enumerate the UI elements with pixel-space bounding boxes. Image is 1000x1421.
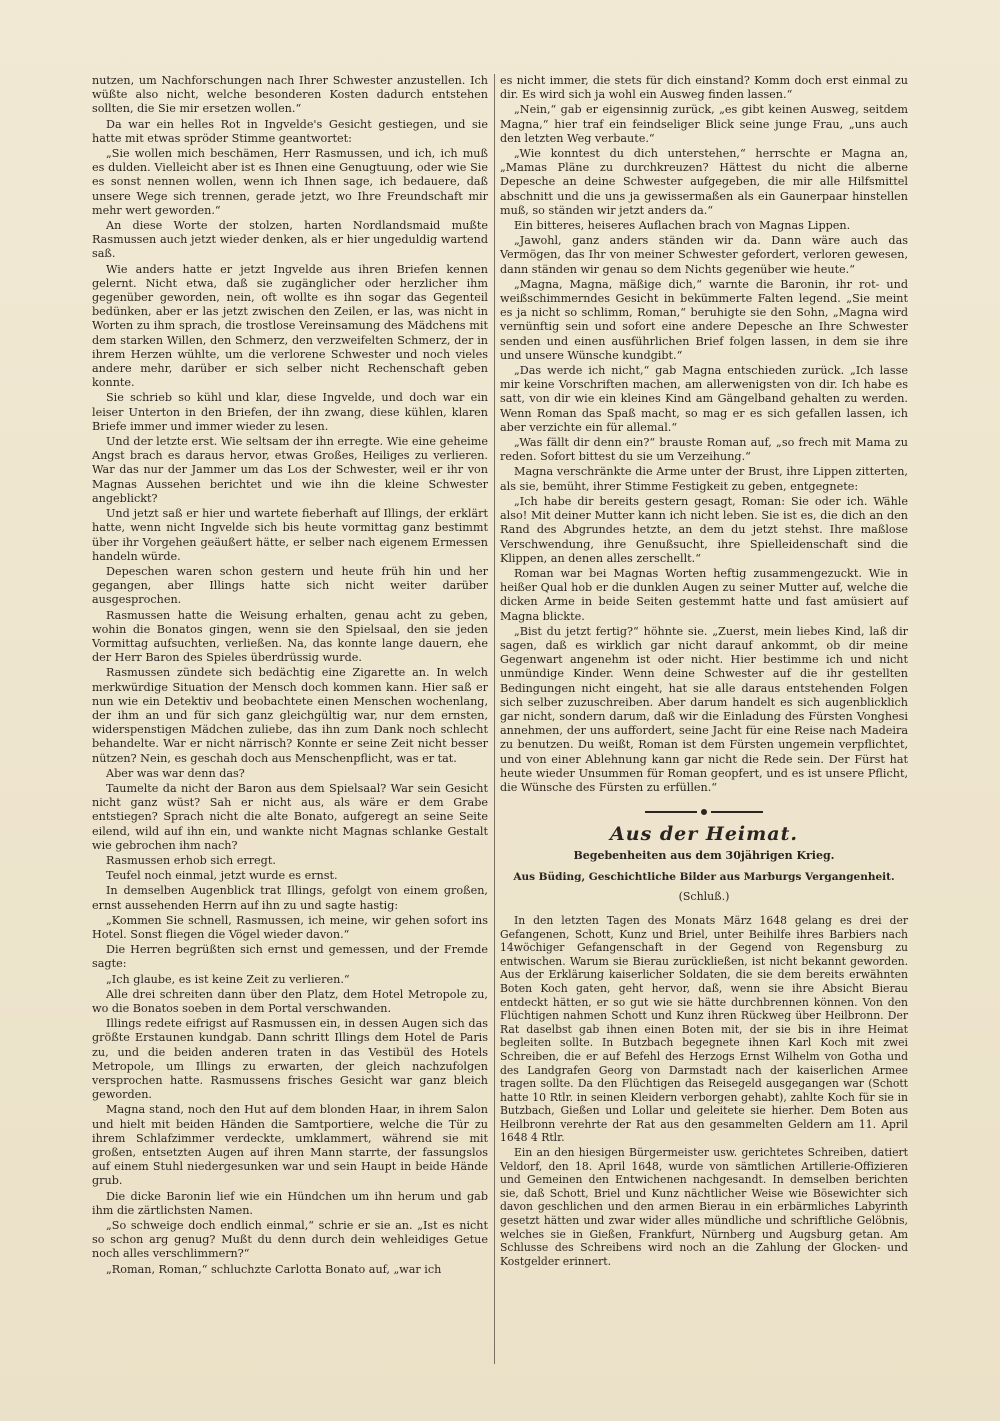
paragraph: Da war ein helles Rot in Ingvelde's Gesicht gestiegen, und sie hatte mit etwas spröder Stimme geantwortet: [92,117,488,145]
paragraph: Und der letzte erst. Wie seltsam der ihn erregte. Wie eine geheime Angst brach es daraus hervor, etwas Großes, Heiliges zu verlieren. War das nur der Jammer um das Los der Schwester, weil er ihr von Magnas Aussehen berichtet und wie ihn die kleine Schwester angeblickt? [92,435,488,505]
right-column [500,74,908,1269]
paragraph: Magna stand, noch den Hut auf dem blonden Haar, in ihrem Salon und hielt mit beiden Händen die Samtportiere, welche die Tür zu ihrem Schlafzimmer verdeckte, umklammert, während sie mit großen, entsetzten Augen auf ihren Mann starrte, der fassungslos auf einem Stuhl niedergesunken war und sein Haupt in beide Hände grub. [92,1103,488,1188]
paragraph: „Roman, Roman,“ schluchzte Carlotta Bonato auf, „war ich [106,1262,442,1276]
paragraph: Rasmussen erhob sich erregt. [106,853,276,867]
paragraph: Magna verschränkte die Arme unter der Brust, ihre Lippen zitterten, als sie, bemüht, ihrer Stimme Festigkeit zu geben, entgegnete: [500,465,908,493]
section-title: Aus der Heimat. [610,823,798,846]
paragraph: „Sie wollen mich beschämen, Herr Rasmussen, und ich, ich muß es dulden. Vielleicht aber ist es Ihnen eine Genugtuung, oder wie Sie es sonst nennen wollen, wenn ich Ihnen sage, ich bedauere, daß unsere Wege sich trennen, gerade jetzt, wo Ihre Freundschaft mir mehr wert geworden.“ [92,147,488,217]
paragraph: Ein an den hiesigen Bürgermeister usw. gerichtetes Schreiben, datiert Veldorf, den 18. April 1648, wurde von sämtlichen Artillerie-Offizieren und Gemeinen den Entwichenen nachgesandt. In demselben berichten sie, daß Schott, Briel und Kunz nächtlicher Weise wie Bösewichter sich davon geschlichen und den armen Bierau in ein erbärmliches Labyrinth gesetzt hätten und zwar wider alles mündliche und schriftliche Gelöbnis, welches sie in Gießen, Frankfurt, Nürnberg und Augsburg getan. Am Schlusse des Schreibens wird noch an die Zahlung der Glocken- und Kostgelder erinnert. [500,1146,908,1268]
paragraph: Rasmussen zündete sich bedächtig eine Zigarette an. In welch merkwürdige Situation der Mensch doch kommen kann. Hier saß er nun wie ein Detektiv und beobachtete einen Menschen wochenlang, der ihm an und für sich ganz gleichgültig war, nur dem ernsten, widerspenstigen Mädchen zuliebe, das ihn zum Dank noch schlecht behandelte. War er nicht närrisch? Konnte er seine Zeit nicht besser nützen? Nein, es geschah doch aus Menschenpflicht, was er tat. [92,666,488,765]
paragraph: „Das werde ich nicht,“ gab Magna entschieden zurück. „Ich lasse mir keine Vorschriften machen, am allerwenigsten von dir. Ich habe es satt, von dir wie ein kleines Kind am Gängelband gehalten zu werden. Wenn Roman das Spaß macht, so mag er es sich gefallen lassen, ich aber verzichte ein für allemal.“ [500,364,908,434]
paragraph: Aber was war denn das? [106,766,245,780]
paragraph: „Jawohl, ganz anders ständen wir da. Dann wäre auch das Vermögen, das Ihr von meiner Schwester gefordert, verloren gewesen, dann ständen wir genau so dem Nichts gegenüber wie heute.“ [500,234,908,276]
section-note: (Schluß.) [678,889,730,903]
paragraph: Roman war bei Magnas Worten heftig zusammengezuckt. Wie in heißer Qual hob er die dunklen Augen zu seiner Mutter auf, welche die dicken Arme in beide Seiten gestemmt hatte und fast amüsiert auf Magna blickte. [500,566,908,623]
paragraph: „Bist du jetzt fertig?“ höhnte sie. „Zuerst, mein liebes Kind, laß dir sagen, daß es wirklich gar nicht darauf ankommt, ob dir meine Gegenwart angenehm ist oder nicht. Hier bestimme ich und nicht unmündige Kinder. Wenn deine Schwester auf die ihr gestellten Bedingungen nicht eingeht, hat sie alle daraus entstehenden Folgen sich selber zuzuschreiben. Aber darum handelt es sich augenblicklich gar nicht, sondern darum, daß wir die Einladung des Fürsten Vonghesi annehmen, der uns auffordert, seine Jacht für eine Reise nach Madeira zu benutzen. Du weißt, Roman ist dem Fürsten ungemein verpflichtet, und von einer Ablehnung kann gar nicht die Rede sein. Der Fürst hat heute wieder Unsummen für Roman geopfert, und es ist unsere Pflicht, die Wünsche des Fürsten zu erfüllen.“ [500,624,908,794]
paragraph: Taumelte da nicht der Baron aus dem Spielsaal? War sein Gesicht nicht ganz wüst? Sah er nicht aus, als wäre er dem Grabe entstiegen? Sprach nicht die alte Bonato, aufgeregt an seine Seite eilend, wild auf ihn ein, und wankte nicht Magnas schlanke Gestalt wie gebrochen ihm nach? [92,781,488,852]
section-source: Aus Büding, Geschichtliche Bilder aus Marburgs Vergangenheit. [513,870,895,883]
paragraph: In demselben Augenblick trat Illings, gefolgt von einem großen, ernst aussehenden Herrn auf ihn zu und sagte hastig: [92,884,488,912]
paragraph: Rasmussen hatte die Weisung erhalten, genau acht zu geben, wohin die Bonatos gingen, wenn sie den Spielsaal, den sie jeden Vormittag aufsuchten, verließen. Na, das konnte lange dauern, ehe der Herr Baron des Spieles überdrüssig wurde. [92,608,488,665]
section-subtitle: Begebenheiten aus dem 30jährigen Krieg. [573,849,835,863]
paragraph: „Nein,“ gab er eigensinnig zurück, „es gibt keinen Ausweg, seitdem Magna,“ hier traf ein feindseliger Blick seine junge Frau, „uns auch den letzten Weg verbaute.“ [500,103,908,145]
paragraph: „Wie konntest du dich unterstehen,“ herrschte er Magna an, „Mamas Pläne zu durchkreuzen? Hättest du nicht die alberne Depesche an deine Schwester aufgegeben, die mir alle Hilfsmittel abschnitt und die uns ja gewissermaßen als ein Gaunerpaar hinstellen muß, so ständen wir jetzt anders da.“ [500,147,908,217]
right-column-story [500,74,908,795]
paragraph: Wie anders hatte er jetzt Ingvelde aus ihren Briefen kennen gelernt. Nicht etwa, daß sie zugänglicher oder herzlicher ihm gegenüber geworden, nein, oft wollte es ihn sogar das Gegenteil bedünken, aber er las jetzt zwischen den Zeilen, er las, was nicht in Worten zu ihm sprach, die trostlose Vereinsamung des Mädchens mit dem starken Willen, den Schmerz, den verzweifelten Schmerz, der in ihrem Herzen wühlte, um die verlorene Schwester und noch vieles andere mehr, darüber er sich selber nicht Rechenschaft geben konnte. [92,262,488,390]
paragraph: nutzen, um Nachforschungen nach Ihrer Schwester anzustellen. Ich wüßte also nicht, welche besonderen Kosten dadurch entstehen sollten, die Sie mir ersetzen wollen.“ [92,74,488,116]
paragraph: Sie schrieb so kühl und klar, diese Ingvelde, und doch war ein leiser Unterton in den Briefen, der ihn zwang, diese kühlen, klaren Briefe immer und immer wieder zu lesen. [92,391,488,433]
paragraph: „Was fällt dir denn ein?“ brauste Roman auf, „so frech mit Mama zu reden. Sofort bittest du sie um Verzeihung.“ [500,436,908,464]
paragraph: Die dicke Baronin lief wie ein Hündchen um ihn herum und gab ihm die zärtlichsten Namen. [92,1189,488,1217]
column-divider [494,74,495,1364]
paragraph: „Kommen Sie schnell, Rasmussen, ich meine, wir gehen sofort ins Hotel. Sonst fliegen die Vögel wieder davon.“ [92,913,488,941]
paragraph: Und jetzt saß er hier und wartete fieberhaft auf Illings, der erklärt hatte, wenn nicht Ingvelde sich bis heute vormittag ganz bestimmt über ihr Vorgehen geäußert hätte, er selber nach eigenem Ermessen handeln würde. [92,507,488,563]
paragraph: „Ich habe dir bereits gestern gesagt, Roman: Sie oder ich. Wähle also! Mit deiner Mutter kann ich nicht leben. Sie ist es, die dich an den Rand des Abgrundes hetzte, an dem du jetzt stehst. Ihre maßlose Verschwendung, ihre Genußsucht, ihre Spielleidenschaft sind die Klippen, an denen alles zerschellt.“ [500,494,908,565]
paragraph: „Magna, Magna, mäßige dich,“ warnte die Baronin, ihr rot- und weißschimmerndes Gesicht in bekümmerte Falten legend. „Sie meint es ja nicht so schlimm, Roman,“ beruhigte sie den Sohn, „Magna wird vernünftig sein und sofort eine andere Depesche an Ihre Schwester senden und einen ausführlichen Brief folgen lassen, in dem sie ihre und unsere Wünsche kundgibt.“ [500,277,908,362]
left-column [92,74,488,1278]
paragraph: Teufel noch einmal, jetzt wurde es ernst. [106,869,338,883]
section-divider [500,809,908,815]
heimat-article [500,914,908,1268]
paragraph: Ein bitteres, heiseres Auflachen brach von Magnas Lippen. [514,219,851,233]
paragraph: „So schweige doch endlich einmal,“ schrie er sie an. „Ist es nicht so schon arg genug? Mußt du denn durch dein wehleidiges Getue noch alles verschlimmern?“ [92,1219,488,1261]
paragraph: Depeschen waren schon gestern und heute früh hin und her gegangen, aber Illings hatte sich nicht weiter darüber ausgesprochen. [92,564,488,607]
paragraph: Alle drei schreiten dann über den Platz, dem Hotel Metropole zu, wo die Bonatos soeben in dem Portal verschwanden. [92,987,488,1015]
paragraph: es nicht immer, die stets für dich einstand? Komm doch erst einmal zu dir. Es wird sich ja wohl ein Ausweg finden lassen.“ [500,74,908,102]
paragraph: Illings redete eifrigst auf Rasmussen ein, in dessen Augen sich das größte Erstaunen kundgab. Dann schritt Illings dem Hotel de Paris zu, und die beiden anderen traten in das Vestibül des Hotels Metropole, um Illings zu erwarten, der gleich nachzufolgen versprochen hatte. Rasmussens frisches Gesicht war ganz bleich geworden. [92,1017,488,1102]
paragraph: An diese Worte der stolzen, harten Nordlandsmaid mußte Rasmussen auch jetzt wieder denken, als er hier ungeduldig wartend saß. [92,219,488,261]
paragraph: In den letzten Tagen des Monats März 1648 gelang es drei der Gefangenen, Schott, Kunz und Briel, unter Beihilfe ihres Barbiers nach 14wöchiger Gefangenschaft in der Gegend von Regensburg zu entwischen. Warum sie Bierau zurückließen, ist nicht bekannt geworden. Aus der Erklärung kaiserlicher Soldaten, die sie dem bereits erwähnten Boten Koch gaten, geht hervor, daß, wenn sie ihre Absicht Bierau entdeckt hätten, er so gut wie sie hätte durchbrennen können. Von den Flüchtigen nahmen Schott und Kunz ihren Rückweg über Heilbronn. Der Rat daselbst gab ihnen einen Boten mit, der sie bis in ihre Heimat begleiten sollte. In Butzbach begegnete ihnen Karl Koch mit zwei Schreiben, die er auf Befehl des Herzogs Ernst Wilhelm von Gotha und des Landgrafen Georg von Darmstadt nach der kaiserlichen Armee tragen sollte. Da den Flüchtigen das Reisegeld ausgegangen war (Schott hatte 10 Rtlr. in seinen Kleidern verborgen gehabt), zahlte Koch für sie in Butzbach, Gießen und Lollar und geleitete sie hierher. Dem Boten aus Heilbronn verehrte der Rat aus den gesammelten Geldern am 11. April 1648 4 Rtlr. [500,913,908,1145]
paragraph: Die Herren begrüßten sich ernst und gemessen, und der Fremde sagte: [92,943,488,971]
paragraph: „Ich glaube, es ist keine Zeit zu verlieren.“ [106,972,350,986]
